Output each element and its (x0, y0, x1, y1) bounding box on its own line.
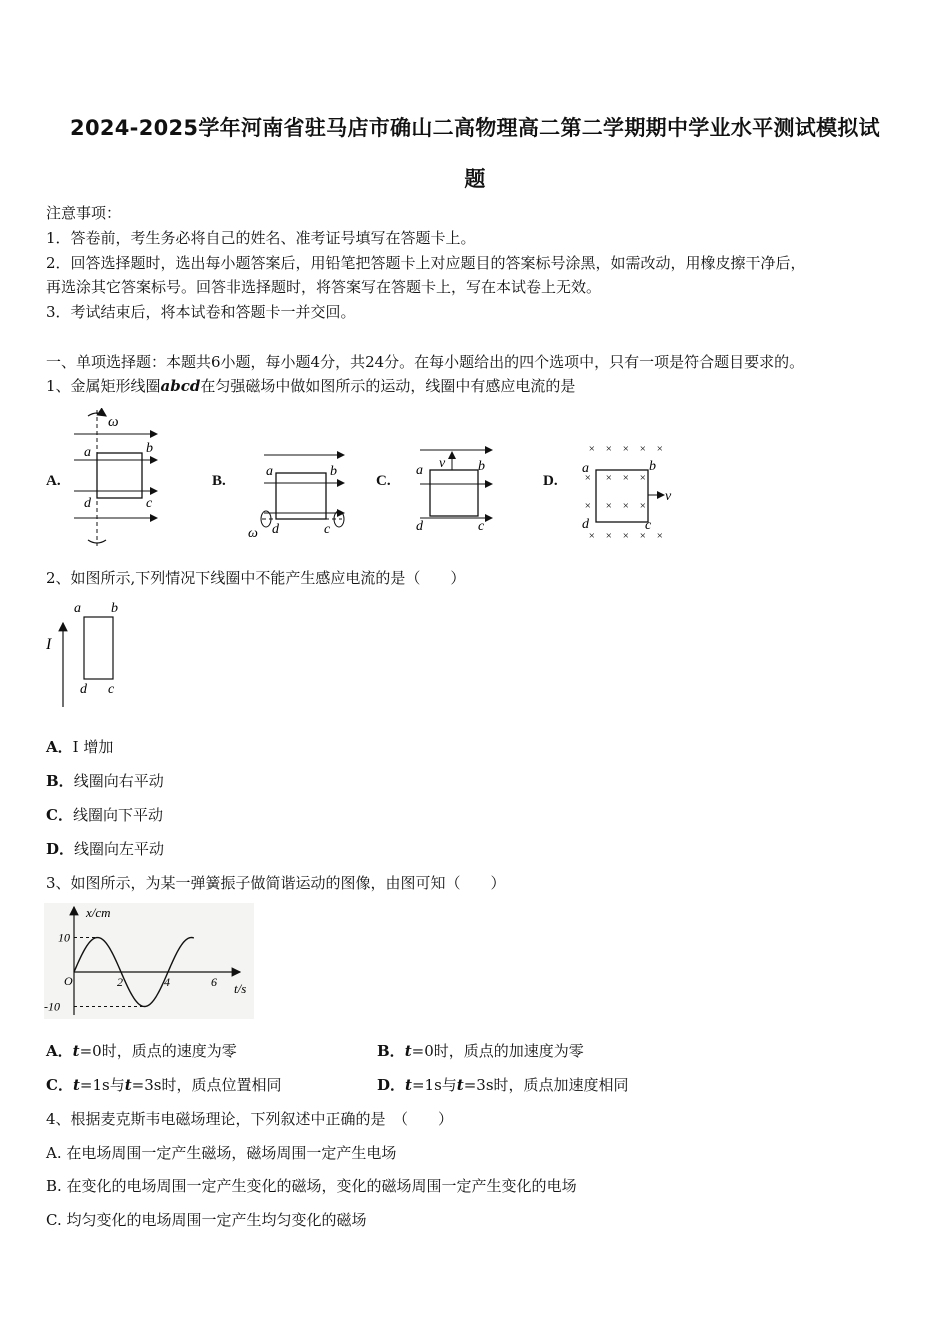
field-cross-icon: × (639, 443, 647, 455)
svg-text:a: a (74, 601, 81, 616)
q2-stem: 2、如图所示,下列情况下线圈中不能产生感应电流的是（ ） (46, 569, 466, 587)
q2-figure (44, 595, 144, 710)
notice-item-1: 1．答卷前，考生务必将自己的姓名、准考证号填写在答题卡上。 (46, 229, 476, 247)
svg-text:a: a (582, 461, 589, 476)
y-axis-label: x/cm (86, 905, 111, 920)
svg-text:a: a (266, 464, 273, 479)
field-cross-icon: × (622, 443, 630, 455)
field-cross-icon: × (656, 443, 664, 455)
field-cross-icon: × (639, 472, 647, 484)
q1-option-d-label[interactable]: D. (543, 473, 558, 489)
field-cross-icon: × (622, 472, 630, 484)
q1-option-c-label[interactable]: C. (376, 473, 391, 489)
page-title-continued: 题 (464, 167, 486, 191)
x-tick-label: 4 (164, 975, 170, 989)
notice-item-3: 3．考试结束后，将本试卷和答题卡一并交回。 (46, 303, 356, 321)
q3-option-c[interactable]: C．t=1s与t=3s时，质点位置相同 (46, 1076, 282, 1094)
svg-text:c: c (146, 496, 153, 511)
section-heading: 一、单项选择题：本题共6小题，每小题4分，共24分。在每小题给出的四个选项中，只有一项是符合题目要求的。 (46, 353, 805, 371)
label-omega: ω (108, 414, 119, 430)
q2-option-c[interactable]: C．线圈向下平动 (46, 806, 163, 824)
svg-text:v: v (439, 456, 446, 471)
x-axis-label: t/s (234, 981, 247, 996)
field-cross-icon: × (656, 530, 664, 542)
q3-option-d[interactable]: D．t=1s与t=3s时，质点加速度相同 (377, 1076, 629, 1094)
notice-heading: 注意事项： (46, 204, 122, 222)
svg-text:b: b (146, 441, 153, 456)
origin-label: O (64, 974, 73, 988)
field-cross-icon: × (605, 472, 613, 484)
notice-item-2: 2．回答选择题时，选出每小题答案后，用铅笔把答题卡上对应题目的答案标号涂黑，如需改动，用橡皮擦干净后， (46, 254, 806, 272)
x-tick-label: 2 (117, 975, 123, 989)
q1-figure-a (72, 408, 172, 548)
svg-text:d: d (582, 517, 589, 532)
svg-text:c: c (645, 518, 652, 533)
q3-stem: 3、如图所示，为某一弹簧振子做简谐运动的图像，由图可知（ ） (46, 874, 506, 892)
field-cross-icon: × (605, 530, 613, 542)
svg-text:b: b (330, 464, 337, 479)
svg-text:c: c (478, 519, 485, 534)
page-title: 2024-2025学年河南省驻马店市确山二高物理高二第二学期期中学业水平测试模拟试 (70, 116, 880, 140)
q1-figure-d (578, 440, 678, 544)
svg-text:d: d (416, 519, 423, 534)
svg-text:d: d (272, 522, 279, 537)
q2-option-d[interactable]: D．线圈向左平动 (46, 840, 165, 858)
field-cross-icon: × (584, 500, 592, 512)
svg-text:I: I (46, 636, 52, 653)
svg-text:a: a (416, 463, 423, 478)
q2-option-b[interactable]: B．线圈向右平动 (46, 772, 164, 790)
field-cross-icon: × (639, 530, 647, 542)
q3-option-a[interactable]: A．t=0时，质点的速度为零 (46, 1042, 237, 1060)
field-cross-icon: × (605, 443, 613, 455)
q4-option-a[interactable]: A. 在电场周围一定产生磁场，磁场周围一定产生电场 (46, 1144, 397, 1162)
field-cross-icon: × (622, 500, 630, 512)
svg-text:d: d (84, 496, 91, 511)
svg-text:b: b (649, 459, 656, 474)
notice-item-2-cont: 再选涂其它答案标号。回答非选择题时，将答案写在答题卡上，写在本试卷上无效。 (46, 278, 602, 296)
q1-figure-c (412, 442, 512, 542)
field-cross-icon: × (605, 500, 613, 512)
q1-option-b-label[interactable]: B. (212, 473, 226, 489)
svg-text:b: b (111, 601, 118, 616)
svg-text:c: c (324, 522, 331, 537)
label-omega: ω (248, 526, 258, 541)
q1-option-a-label[interactable]: A. (46, 473, 61, 489)
svg-text:b: b (478, 459, 485, 474)
y-tick-label: 10 (58, 930, 70, 945)
field-cross-icon: × (639, 500, 647, 512)
q1-figure-b (244, 445, 354, 545)
q4-stem: 4、根据麦克斯韦电磁场理论，下列叙述中正确的是 （ ） (46, 1110, 454, 1128)
svg-text:c: c (108, 682, 115, 697)
svg-text:a: a (84, 445, 91, 460)
field-cross-icon: × (584, 472, 592, 484)
q1-stem: 1、金属矩形线圈abcd在匀强磁场中做如图所示的运动，线圈中有感应电流的是 (46, 377, 576, 395)
field-cross-icon: × (588, 443, 596, 455)
q4-option-b[interactable]: B. 在变化的电场周围一定产生变化的磁场，变化的磁场周围一定产生变化的电场 (46, 1177, 577, 1195)
field-cross-icon: × (622, 530, 630, 542)
y-tick-label: -10 (44, 999, 60, 1014)
q4-option-c[interactable]: C. 均匀变化的电场周围一定产生均匀变化的磁场 (46, 1211, 367, 1229)
q2-option-a[interactable]: A．I 增加 (46, 738, 114, 756)
q3-chart (44, 903, 254, 1019)
x-tick-label: 6 (211, 975, 217, 989)
svg-text:d: d (80, 682, 87, 697)
svg-text:v: v (665, 489, 672, 504)
q3-option-b[interactable]: B．t=0时，质点的加速度为零 (377, 1042, 584, 1060)
field-cross-icon: × (588, 530, 596, 542)
